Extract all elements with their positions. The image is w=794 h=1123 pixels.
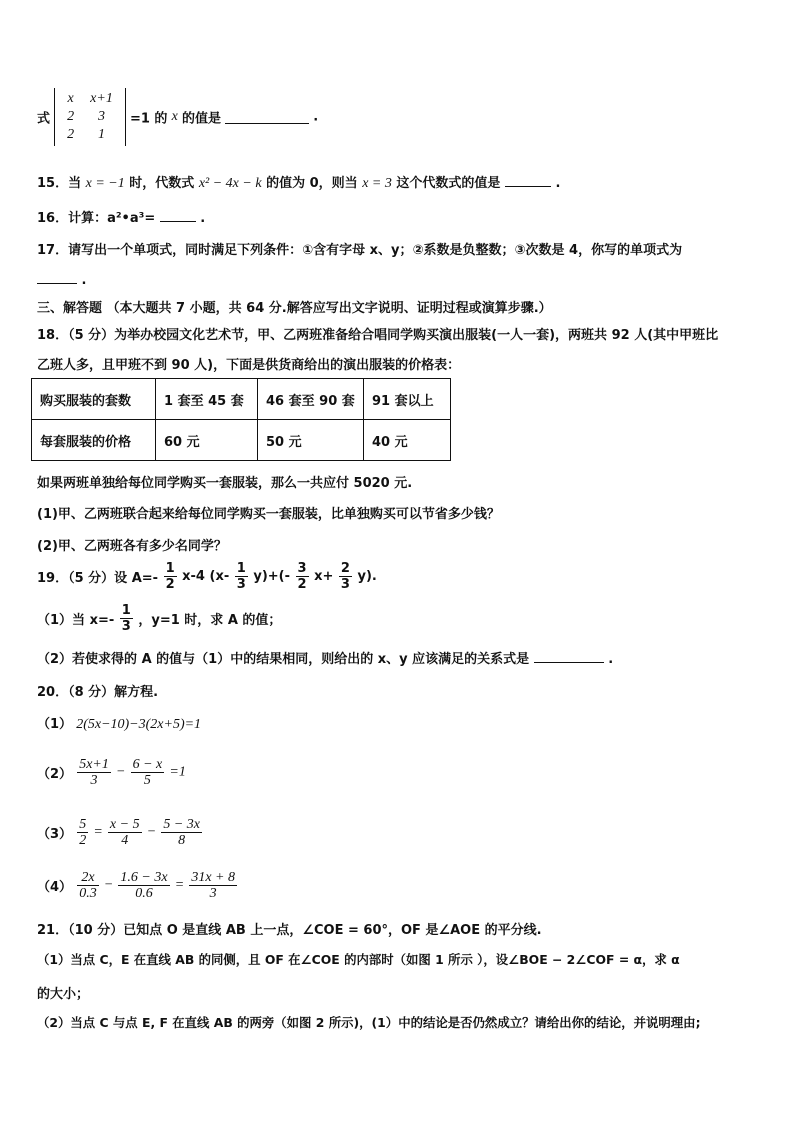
table-cell: 91 套以上 — [364, 379, 451, 420]
fraction — [131, 757, 165, 788]
q17-end: . — [81, 273, 87, 288]
q17-line1: 17．请写出一个单项式，同时满足下列条件：①含有字母 x、y；②系数是负整数；③次数是 4，你写的单项式为 — [37, 243, 683, 258]
q21-sub2: （2）当点 C 与点 E, F 在直线 AB 的两旁（如图 2 所示)，(1）中的结论是否仍然成立？请给出你的结论，并说明理由; — [37, 1015, 701, 1030]
denominator: 3 — [121, 619, 131, 634]
q14-end: . — [313, 109, 319, 125]
q16-text: 16．计算：a²•a³= — [37, 211, 156, 226]
q15 — [37, 172, 560, 192]
eq-label: （2） — [37, 767, 73, 782]
q19-c: y)+(- — [253, 569, 290, 584]
q14-var: x — [171, 109, 178, 124]
det-cell: 1 — [97, 127, 105, 142]
denominator: 0.6 — [135, 886, 153, 901]
q17-answer-blank[interactable] — [37, 271, 77, 284]
q15-end: . — [555, 176, 561, 191]
numerator: 2x — [77, 870, 99, 886]
q19-sub2 — [37, 648, 613, 667]
table-cell: 40 元 — [364, 420, 451, 461]
fraction — [118, 870, 169, 901]
q19-sub2-text: （2）若使求得的 A 的值与（1）中的结果相同，则给出的 x、y 应该满足的关系式是 — [37, 652, 530, 667]
q14-determinant — [54, 88, 126, 146]
numerator: 6 − x — [132, 757, 163, 772]
operator: = — [93, 824, 103, 840]
fraction — [339, 561, 352, 592]
det-cell: 2 — [67, 109, 75, 124]
eq-label: （1） — [37, 717, 73, 732]
q18-sub1: (1)甲、乙两班联合起来给每位同学购买一套服装，比单独购买可以节省多少钱？ — [37, 507, 500, 522]
q18-line2: 乙班人多，且甲班不到 90 人)，下面是供货商给出的演出服装的价格表： — [37, 358, 461, 373]
q19-b: x-4 (x- — [182, 569, 230, 584]
q18-line1: 18．（5 分）为举办校园文化艺术节，甲、乙两班准备给合唱同学购买演出服装(一人一套)，两班共 92 人(其中甲班比 — [37, 328, 719, 343]
denominator: 3 — [90, 773, 98, 788]
q18-line3: 如果两班单独给每位同学购买一套服装，那么一共应付 5020 元. — [37, 476, 413, 491]
table-row — [32, 420, 451, 461]
operator: =1 — [169, 764, 186, 780]
fraction — [296, 561, 309, 592]
q21-line1: 21．（10 分）已知点 O 是直线 AB 上一点，∠COE = 60°，OF 是∠AOE 的平分线. — [37, 923, 542, 938]
fraction — [77, 757, 111, 788]
q14-answer-blank[interactable] — [225, 111, 309, 124]
fraction — [77, 817, 88, 848]
q19-line — [37, 561, 377, 592]
q20-eq2 — [37, 757, 186, 788]
q15-a: 15．当 — [37, 176, 82, 191]
eq-label: （4） — [37, 880, 73, 895]
denominator: 3 — [236, 577, 246, 592]
q15-answer-blank[interactable] — [505, 174, 551, 187]
numerator: 3 — [297, 561, 307, 576]
table-cell: 1 套至 45 套 — [156, 379, 258, 420]
fraction — [77, 870, 99, 901]
det-cell: x+1 — [90, 91, 113, 106]
q14-suffix-b: 的值是 — [181, 111, 221, 127]
q15-d: 这个代数式的值是 — [396, 176, 501, 191]
numerator: 1.6 − 3x — [120, 870, 168, 885]
numerator: 1 — [121, 603, 131, 618]
q20-eq4 — [37, 870, 238, 901]
denominator: 5 — [143, 773, 151, 788]
numerator: 31x + 8 — [191, 870, 235, 885]
fraction — [120, 603, 133, 634]
q20-title: 20．（8 分）解方程. — [37, 685, 159, 700]
det-cell: 3 — [97, 109, 105, 124]
q20-eq3 — [37, 817, 203, 848]
denominator: 2 — [165, 577, 175, 592]
q21-sub1-b: 的大小； — [37, 987, 90, 1002]
numerator: 5 — [79, 817, 87, 832]
denominator: 3 — [209, 886, 217, 901]
q16 — [37, 207, 205, 226]
q19-answer-blank[interactable] — [534, 650, 604, 663]
q18-sub2: (2)甲、乙两班各有多少名同学？ — [37, 539, 227, 554]
operator: − — [103, 877, 114, 893]
numerator: 1 — [236, 561, 246, 576]
table-cell: 购买服装的套数 — [32, 379, 156, 420]
q16-end: . — [200, 211, 206, 226]
q15-cond2: x = 3 — [362, 176, 392, 191]
q21-sub1-a: （1）当点 C，E 在直线 AB 的同侧，且 OF 在∠COE 的内部时（如图 1 所示 ），设∠BOE − 2∠COF = α，求 α — [37, 952, 680, 967]
denominator: 3 — [340, 577, 350, 592]
denominator: 8 — [178, 833, 186, 848]
fraction — [189, 870, 237, 901]
numerator: x − 5 — [109, 817, 140, 832]
q15-c: 的值为 0，则当 — [266, 176, 358, 191]
q15-cond1: x = −1 — [85, 176, 125, 191]
eq-label: （3） — [37, 827, 73, 842]
operator: − — [146, 824, 157, 840]
q19-e: y). — [357, 569, 377, 584]
equation: 2(5x−10)−3(2x+5)=1 — [76, 717, 202, 732]
fraction — [164, 561, 177, 592]
section3-title: 三、解答题 （本大题共 7 小题，共 64 分.解答应写出文字说明、证明过程或演算步骤.） — [37, 301, 552, 316]
fraction — [161, 817, 202, 848]
fraction — [108, 817, 142, 848]
numerator: 2 — [340, 561, 350, 576]
q19-a: 19．（5 分）设 A=- — [37, 571, 159, 586]
q19-d: x+ — [314, 569, 334, 584]
q14-suffix-a: =1 的 — [129, 111, 168, 127]
operator: − — [116, 764, 126, 780]
denominator: 2 — [297, 577, 307, 592]
table-cell: 46 套至 90 套 — [258, 379, 364, 420]
q15-b: 时，代数式 — [129, 176, 195, 191]
q15-expr: x² − 4x − k — [198, 176, 262, 191]
table-cell: 50 元 — [258, 420, 364, 461]
denominator: 2 — [79, 833, 87, 848]
denominator: 0.3 — [79, 886, 97, 901]
denominator: 4 — [121, 833, 129, 848]
q16-answer-blank[interactable] — [160, 209, 196, 222]
operator: = — [174, 877, 185, 893]
table-row — [32, 379, 451, 420]
q19-sub1-b: ，y=1 时，求 A 的值； — [138, 613, 282, 628]
numerator: 5x+1 — [79, 757, 109, 772]
q14-prefix: 式 — [37, 111, 51, 127]
price-table — [31, 378, 451, 461]
det-cell: 2 — [67, 127, 75, 142]
fraction — [235, 561, 248, 592]
det-cell: x — [67, 91, 74, 106]
q17-line2 — [37, 271, 86, 288]
table-cell: 每套服装的价格 — [32, 420, 156, 461]
q19-sub1 — [37, 603, 281, 634]
numerator: 1 — [165, 561, 175, 576]
table-cell: 60 元 — [156, 420, 258, 461]
q14-line — [37, 88, 318, 146]
q19-sub2-end: . — [608, 652, 614, 667]
q19-sub1-a: （1）当 x=- — [37, 613, 115, 628]
q20-eq1 — [37, 713, 201, 733]
numerator: 5 − 3x — [163, 817, 200, 832]
